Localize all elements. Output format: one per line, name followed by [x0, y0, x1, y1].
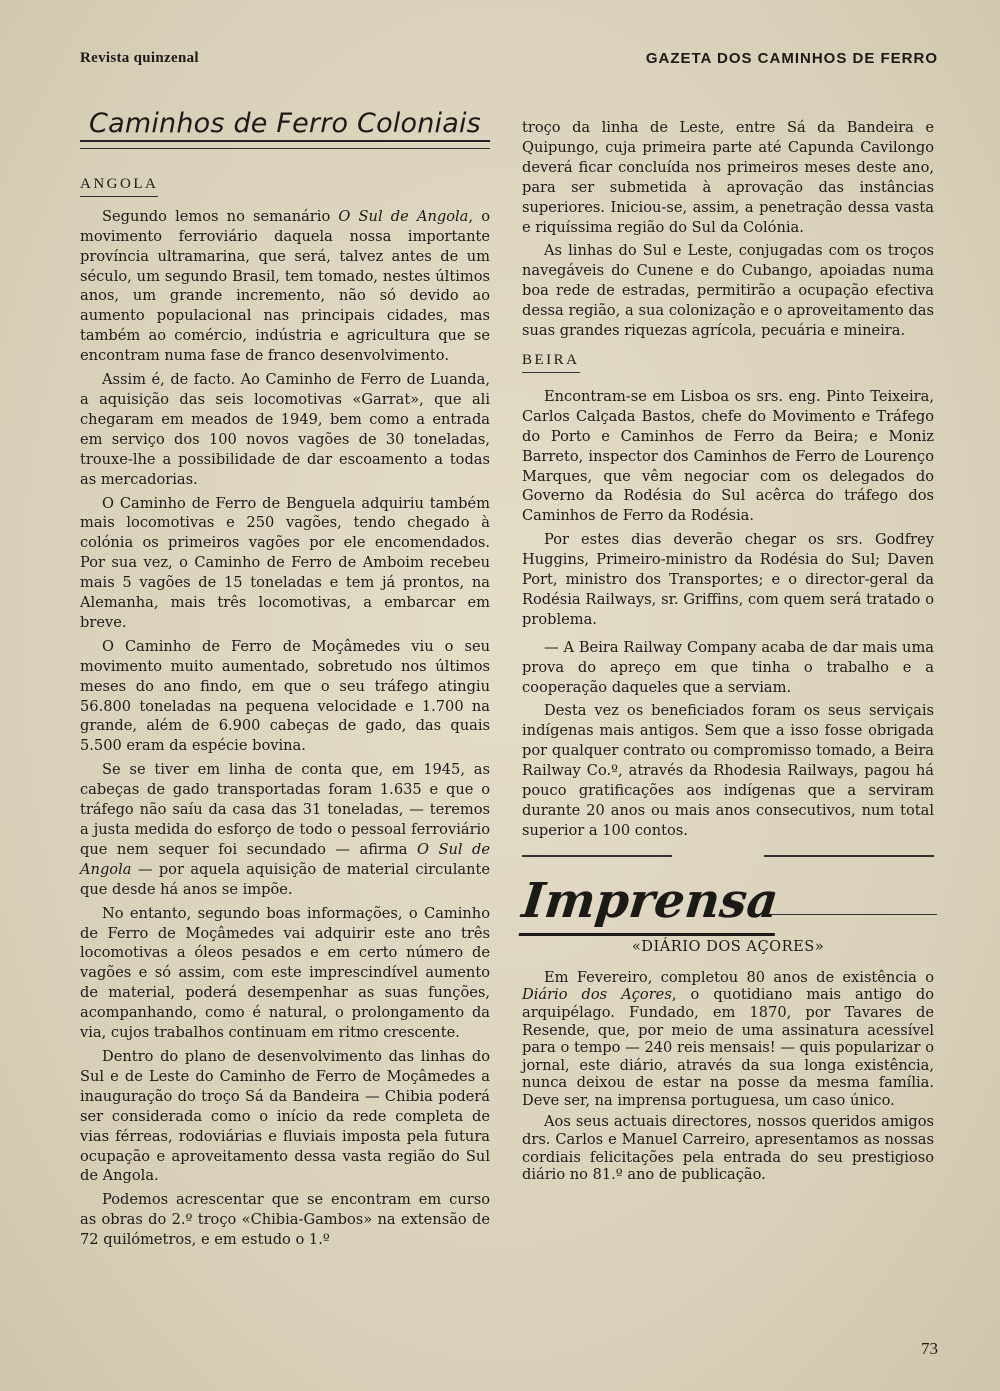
paragraph: Desta vez os beneficiados foram os seus serviçais indígenas mais antigos. Sem que a isso fosse obrigada por qualquer contrato ou compromisso tomado, a Beira Railway Co.º, através da Rhodesia Railways, pagou há pouco gratificações aos indígenas que a serviram durante 20 anos ou mais anos consecutivos, num total superior a 100 contos.: [522, 702, 934, 839]
publication-name: O Sul de Angola: [80, 840, 490, 878]
paragraph: Por estes dias deverão chegar os srs. Godfrey Huggins, Primeiro-ministro da Rodésia do Sul; Daven Port, ministro dos Transportes; e o director-geral da Rodésia Railways, sr. Griffins, com quem será tratado o problema.: [522, 531, 934, 628]
paragraph: Encontram-se em Lisboa os srs. eng. Pinto Teixeira, Carlos Calçada Bastos, chefe do Movimento e Tráfego do Porto e Caminhos de Ferro da Beira; e Moniz Barreto, inspector dos Caminhos de Ferro de Lourenço Marques, que vêm negociar com os delegados do Governo da Rodésia do Sul acêrca do tráfego dos Caminhos de Ferro da Rodésia.: [522, 387, 934, 525]
subhead-angola: ANGOLA: [80, 175, 158, 197]
paragraph: No entanto, segundo boas informações, o Caminho de Ferro de Moçâmedes vai adquirir este ano três locomotivas a óleos pesados e em certo número de vagões e só assim, com este imprescindível aumento de material, poderá desempenhar as suas funções, acompanhando, como é natural, o prolongamento da via, cujos trabalhos continuam em ritmo crescente.: [80, 904, 490, 1042]
page-number: 73: [921, 1339, 938, 1358]
article-head: «DIÁRIO DOS AÇORES»: [631, 937, 825, 955]
paragraph: O Caminho de Ferro de Moçâmedes viu o seu movimento muito aumentado, sobretudo nos últimos meses do ano findo, em que o seu tráfego atingiu 56.800 toneladas na pequena velocidade e 1.700 na grande, além de 6.900 cabeças de gado, das quais 5.500 eram da espécie bovina.: [80, 637, 490, 755]
paragraph: Assim é, de facto. Ao Caminho de Ferro de Luanda, a aquisição das seis locomotivas «Garrat», que ali chegaram em meados de 1949, bem como a entrada em serviço dos 100 novos vagões de 30 toneladas, trouxe-lhe a possibilidade de dar escoamento a todas as mercadorias.: [80, 371, 490, 488]
running-header-left: Revista quinzenal: [80, 50, 199, 66]
paragraph: troço da linha de Leste, entre Sá da Bandeira e Quipungo, cuja primeira parte até Capunda Cavilongo deverá ficar concluída nos primeiros meses deste ano, para ser submetida à aprovação das instâncias superiores. Iniciou-se, assim, a penetração dessa vasta e riquíssima região do Sul da Colónia.: [522, 119, 934, 236]
subhead-beira: BEIRA: [522, 351, 580, 373]
left-column: [80, 100, 490, 1254]
paragraph: O Caminho de Ferro de Benguela adquiriu também mais locomotivas e 250 vagões, tendo chegado à colónia os primeiros vagões por ele encomendados. Por sua vez, o Caminho de Ferro de Amboim recebeu mais 5 vagões de 15 toneladas e tem já prontos, na Alemanha, mais três locomotivas, a embarcar em breve.: [80, 494, 490, 631]
paragraph: As linhas do Sul e Leste, conjugadas com os troços navegáveis do Cunene e do Cubango, apoiadas numa boa rede de estradas, permitirão a ocupação efectiva dessa região, a sua colonização e o aproveitamento das suas grandes riquezas agrícola, pecuária e mineira.: [522, 242, 934, 340]
paragraph: Em Fevereiro, completou 80 anos de existência o Diário dos Açores, o quotidiano mais antigo do arquipélago. Fundado, em 1870, por Tavares de Resende, que, por meio de uma assinatura acessível para o tempo — 240 reis mensais! — quis popularizar o jornal, este diário, através da sua longa existência, nunca deixou de estar na posse da mesma família. Deve ser, na imprensa portuguesa, um caso único.: [522, 968, 934, 1109]
paragraph: Dentro do plano de desenvolvimento das linhas do Sul e de Leste do Caminho de Ferro de Moçâmedes a inauguração do troço Sá da Bandeira — Chibia poderá ser considerada como o início da rede completa de vias férreas, rodoviárias e fluviais imposta pela futura ocupação e aproveitamento dessa vasta região do Sul de Angola.: [80, 1047, 490, 1185]
section-title: Caminhos de Ferro Coloniais: [80, 114, 490, 142]
title-underline: [80, 148, 490, 149]
paragraph: Podemos acrescentar que se encontram em curso as obras do 2.º troço «Chibia-Gambos» na extensão de 72 quilómetros, e em estudo o 1.º: [80, 1191, 490, 1249]
section-divider: [522, 855, 934, 857]
imprensa-title: Imprensa: [519, 873, 781, 936]
right-column: [519, 118, 934, 1188]
running-header-right: GAZETA DOS CAMINHOS DE FERRO: [645, 50, 938, 67]
paragraph: Se se tiver em linha de conta que, em 1945, as cabeças de gado transportadas foram 1.635 e que o tráfego não saíu da casa das 31 toneladas, — teremos a justa medida do esforço de todo o pessoal ferroviário que nem sequer foi secundado — afirma O Sul de Angola — por aquela aquisição de material circulante que desde há anos se impõe.: [80, 761, 490, 898]
publication-name: O Sul de Angola: [338, 207, 469, 225]
imprensa-rule: [767, 914, 937, 915]
publication-name: Diário dos Açores: [522, 986, 672, 1004]
paragraph: Aos seus actuais directores, nossos queridos amigos drs. Carlos e Manuel Carreiro, apresentamos as nossas cordiais felicitações pela entrada do seu prestigioso diário no 81.º ano de publicação.: [522, 1113, 934, 1184]
paragraph: Segundo lemos no semanário O Sul de Angola, o movimento ferroviário daquela nossa importante província ultramarina, que será, talvez antes de um século, um segundo Brasil, tem tomado, nestes últimos anos, um grande incremento, não só devido ao aumento populacional nas principais cidades, mas também ao comércio, indústria e agricultura que se encontram numa fase de franco desenvolvimento.: [80, 207, 490, 365]
paragraph: — A Beira Railway Company acaba de dar mais uma prova do apreço em que tinha o trabalho e a cooperação daqueles que a serviam.: [522, 638, 934, 696]
